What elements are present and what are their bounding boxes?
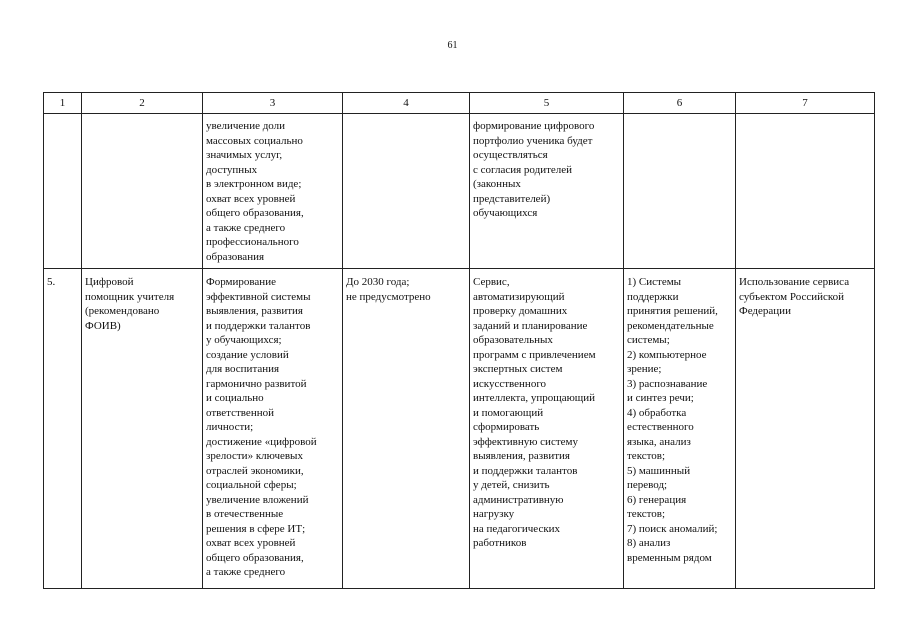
cell-text-line: (законных [473,178,521,190]
cell-text-line: образования [206,250,265,263]
cell-text-line: 1) Системы [627,276,682,288]
cell-text-line: выявления, развития [473,450,570,462]
cell-text-line: портфолио ученика будет [473,134,593,147]
cell-text-line: личности; [206,421,254,433]
cell-text-line: осуществляться [473,149,548,161]
cell-text-line: административную [473,493,564,506]
cell-text-line: решения в сфере ИТ; [206,522,306,535]
cell-text-line: общего образования, [206,551,304,564]
cell-text-line: социальной сферы; [206,479,297,491]
header-col-6: 6 [624,93,736,114]
cell-text-line: поддержки [627,290,679,303]
cell-text-line: автоматизирующий [473,290,565,303]
cell-text-line: Сервис, [473,276,510,288]
cell-text-line: временным рядом [627,551,712,564]
cell-text-line: на педагогических [473,522,561,535]
cell-description [470,114,624,269]
cell-text-line: в электронном виде; [206,178,302,190]
cell-text-line: гармонично развитой [206,377,307,390]
cell-text-line: и помогающий [473,406,544,419]
cell-text-line: языка, анализ [627,435,691,448]
cell-text-line: обучающихся [473,207,538,219]
cell-text-line: охват всех уровней [206,192,296,205]
header-col-5: 5 [470,93,624,114]
cell-text-line: 8) анализ [627,537,671,549]
cell-text-line: До 2030 года; [346,276,410,288]
table-row [44,114,875,269]
cell-goals [203,269,343,589]
cell-text-line: представителей) [473,192,551,205]
cell-text-line: проверку домашних [473,305,568,317]
cell-text-line: интеллекта, упрощающий [473,392,596,404]
cell-text-line: эффективную систему [473,435,578,448]
cell-text-line: а также среднего [206,221,286,234]
cell-text-line: ФОИВ) [85,319,121,332]
cell-text-line: профессионального [206,236,299,248]
cell-text-line: перевод; [627,479,668,491]
cell-description [470,269,624,589]
cell-text-line: и поддержки талантов [206,319,311,332]
cell-text-line: 2) компьютерное [627,348,707,361]
cell-name [82,269,203,589]
cell-text-line: зрение; [627,363,662,375]
cell-technologies [624,114,736,269]
cell-text-line: общего образования, [206,207,304,219]
cell-text-line: образовательных [473,334,553,346]
cell-text-line: сформировать [473,421,540,433]
cell-deadline [343,114,470,269]
cell-text-line: охват всех уровней [206,537,296,549]
cell-text-line: субъектом Российской [739,290,845,303]
header-col-7: 7 [736,93,875,114]
header-row [44,93,875,114]
cell-text-line: работников [473,537,527,549]
cell-text-line: достижение «цифровой [206,435,317,448]
cell-text-line: с согласия родителей [473,163,573,176]
cell-text-line: 5. [47,276,56,288]
cell-text-line: экспертных систем [473,363,563,375]
cell-text-line: программ с привлечением [473,348,596,361]
cell-text-line: у обучающихся; [206,334,282,346]
cell-text-line: естественного [627,421,694,433]
header-col-1: 1 [44,93,82,114]
cell-text-line: искусственного [473,377,547,390]
cell-text-line: текстов; [627,450,666,462]
cell-text-line: Федерации [739,305,791,317]
cell-text-line: нагрузку [473,508,515,520]
cell-goals [203,114,343,269]
cell-deadline [343,269,470,589]
cell-text-line: доступных [206,163,258,176]
page-number: 61 [447,40,458,51]
cell-text-line: ответственной [206,406,274,419]
cell-text-line: (рекомендовано [85,305,160,317]
cell-text-line: и поддержки талантов [473,464,578,477]
cell-name [82,114,203,269]
cell-text-line: 7) поиск аномалий; [627,522,718,535]
cell-text-line: увеличение вложений [206,493,309,506]
cell-text-line: не предусмотрено [346,290,431,303]
cell-text-line: рекомендательные [627,319,714,332]
cell-text-line: системы; [627,334,670,346]
cell-text-line: отраслей экономики, [206,464,304,477]
cell-number [44,269,82,589]
measures-table [43,92,875,589]
cell-text-line: для воспитания [206,363,280,375]
cell-text-line: 5) машинный [627,464,691,477]
cell-text-line: формирование цифрового [473,120,595,132]
cell-text-line: текстов; [627,508,666,520]
cell-text-line: массовых социально [206,134,303,147]
cell-text-line: Цифровой [85,276,134,288]
cell-text-line: создание условий [206,348,289,361]
cell-text-line: 4) обработка [627,406,687,419]
cell-text-line: увеличение доли [206,120,286,132]
cell-text-line: в отечественные [206,508,284,520]
cell-text-line: а также среднего [206,566,286,578]
cell-usage [736,269,875,589]
header-col-3: 3 [203,93,343,114]
cell-text-line: значимых услуг, [206,149,283,161]
cell-text-line: 3) распознавание [627,377,708,390]
cell-text-line: помощник учителя [85,290,175,303]
cell-number [44,114,82,269]
cell-text-line: и социально [206,392,264,404]
cell-text-line: 6) генерация [627,493,687,506]
cell-technologies [624,269,736,589]
cell-text-line: эффективной системы [206,290,311,303]
cell-text-line: и синтез речи; [627,392,694,404]
cell-text-line: заданий и планирование [473,319,588,332]
header-col-4: 4 [343,93,470,114]
header-col-2: 2 [82,93,203,114]
cell-text-line: Формирование [206,276,276,288]
cell-text-line: у детей, снизить [473,479,550,491]
cell-text-line: выявления, развития [206,305,303,317]
cell-text-line: Использование сервиса [739,276,850,288]
cell-usage [736,114,875,269]
cell-text-line: зрелости» ключевых [206,450,303,462]
table-row [44,269,875,589]
cell-text-line: принятия решений, [627,305,718,317]
